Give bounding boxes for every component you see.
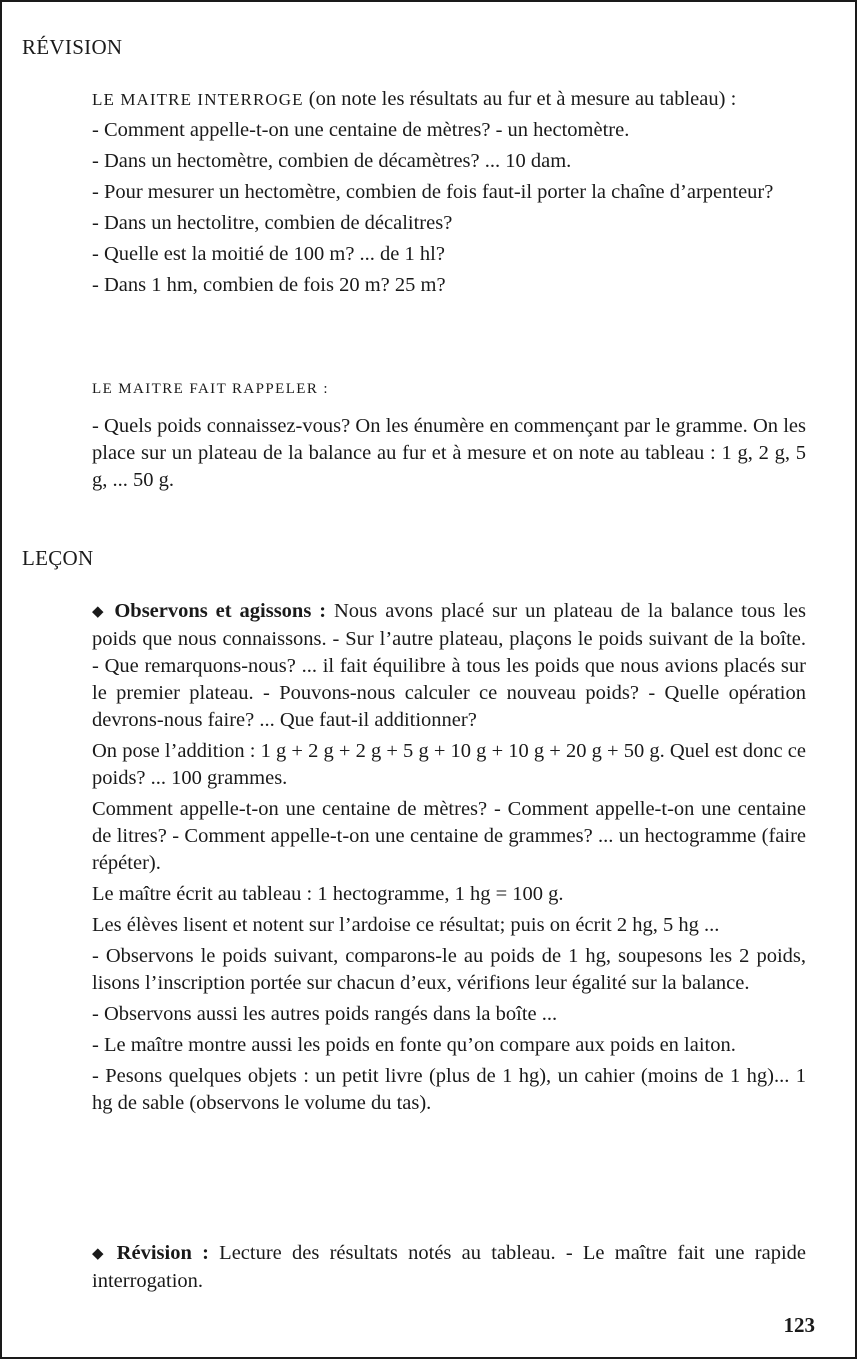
final-revision-text: Lecture des résultats notés au tableau. - Le maître fait une rapide interrogation. <box>92 1242 806 1292</box>
final-revision-block <box>92 1240 806 1299</box>
observe-title: Observons et agissons : <box>114 600 327 622</box>
lecon-paragraph: Comment appelle-t-on une centaine de mètres? - Comment appelle-t-on une centaine de litres? - Comment appelle-t-on une centaine de grammes? ... un hectogramme (faire répéter). <box>92 798 806 874</box>
question-item: - Dans 1 hm, combien de fois 20 m? 25 m? <box>92 274 446 296</box>
question-item: - Dans un hectolitre, combien de décalitres? <box>92 212 453 234</box>
recall-label-line <box>92 374 806 403</box>
final-revision-title: Révision : <box>116 1242 209 1264</box>
lecon-paragraph: - Observons le poids suivant, comparons-le au poids de 1 hg, soupesons les 2 poids, lisons l’inscription portée sur chacun d’eux, vérifions leur égalité sur la balance. <box>92 945 806 994</box>
question-item: - Comment appelle-t-on une centaine de mètres? - un hectomètre. <box>92 119 630 141</box>
revision-heading: RÉVISION <box>22 35 123 59</box>
lecon-paragraph: - Pesons quelques objets : un petit livre (plus de 1 hg), un cahier (moins de 1 hg)... 1 hg de sable (observons le volume du tas). <box>92 1065 806 1114</box>
lecon-paragraph: - Observons aussi les autres poids rangés dans la boîte ... <box>92 1003 558 1025</box>
lecon-paragraph: Le maître écrit au tableau : 1 hectogramme, 1 hg = 100 g. <box>92 883 564 905</box>
recall-paragraph: - Quels poids connaissez-vous? On les énumère en commençant par le gramme. On les place sur un plateau de la balance au fur et à mesure et on note au tableau : 1 g, 2 g, 5 g, ... 50 g. <box>92 415 806 491</box>
question-item: - Quelle est la moitié de 100 m? ... de 1 hl? <box>92 243 445 265</box>
intro-label: LE MAITRE INTERROGE <box>92 90 304 109</box>
intro-text: (on note les résultats au fur et à mesure au tableau) : <box>303 88 737 110</box>
question-item: - Dans un hectomètre, combien de décamètres? ... 10 dam. <box>92 150 572 172</box>
lecon-paragraph: - Le maître montre aussi les poids en fonte qu’on compare aux poids en laiton. <box>92 1034 736 1056</box>
revision-block <box>92 86 806 303</box>
lecon-heading: LEÇON <box>22 546 94 570</box>
final-revision-paragraph <box>92 1240 806 1295</box>
diamond-bullet-icon: ◆ <box>92 604 107 620</box>
page-number: 123 <box>783 1313 815 1337</box>
lecon-paragraph: On pose l’addition : 1 g + 2 g + 2 g + 5 g + 10 g + 10 g + 20 g + 50 g. Quel est donc ce poids? ... 100 grammes. <box>92 740 806 789</box>
observe-text: Nous avons placé sur un plateau de la balance tous les poids que nous connaissons. - Sur l’autre plateau, plaçons le poids suivant de la boîte. - Que remarquons-nous? ... il fait équilibre à tous les poids que nous avions placés sur le premier plateau. - Pouvons-nous calculer ce nouveau poids? - Quelle opération devrons-nous faire? ... Que faut-il additionner? <box>92 600 806 731</box>
question-item: - Pour mesurer un hectomètre, combien de fois faut-il porter la chaîne d’arpenteur? <box>92 181 774 203</box>
observe-paragraph <box>92 598 806 734</box>
lecon-paragraph: Les élèves lisent et notent sur l’ardoise ce résultat; puis on écrit 2 hg, 5 hg ... <box>92 914 720 936</box>
recall-block <box>92 374 806 498</box>
lecon-block <box>92 598 806 1121</box>
intro-paragraph <box>92 86 806 113</box>
diamond-bullet-icon: ◆ <box>92 1246 109 1262</box>
recall-label: LE MAITRE FAIT RAPPELER : <box>92 381 329 397</box>
